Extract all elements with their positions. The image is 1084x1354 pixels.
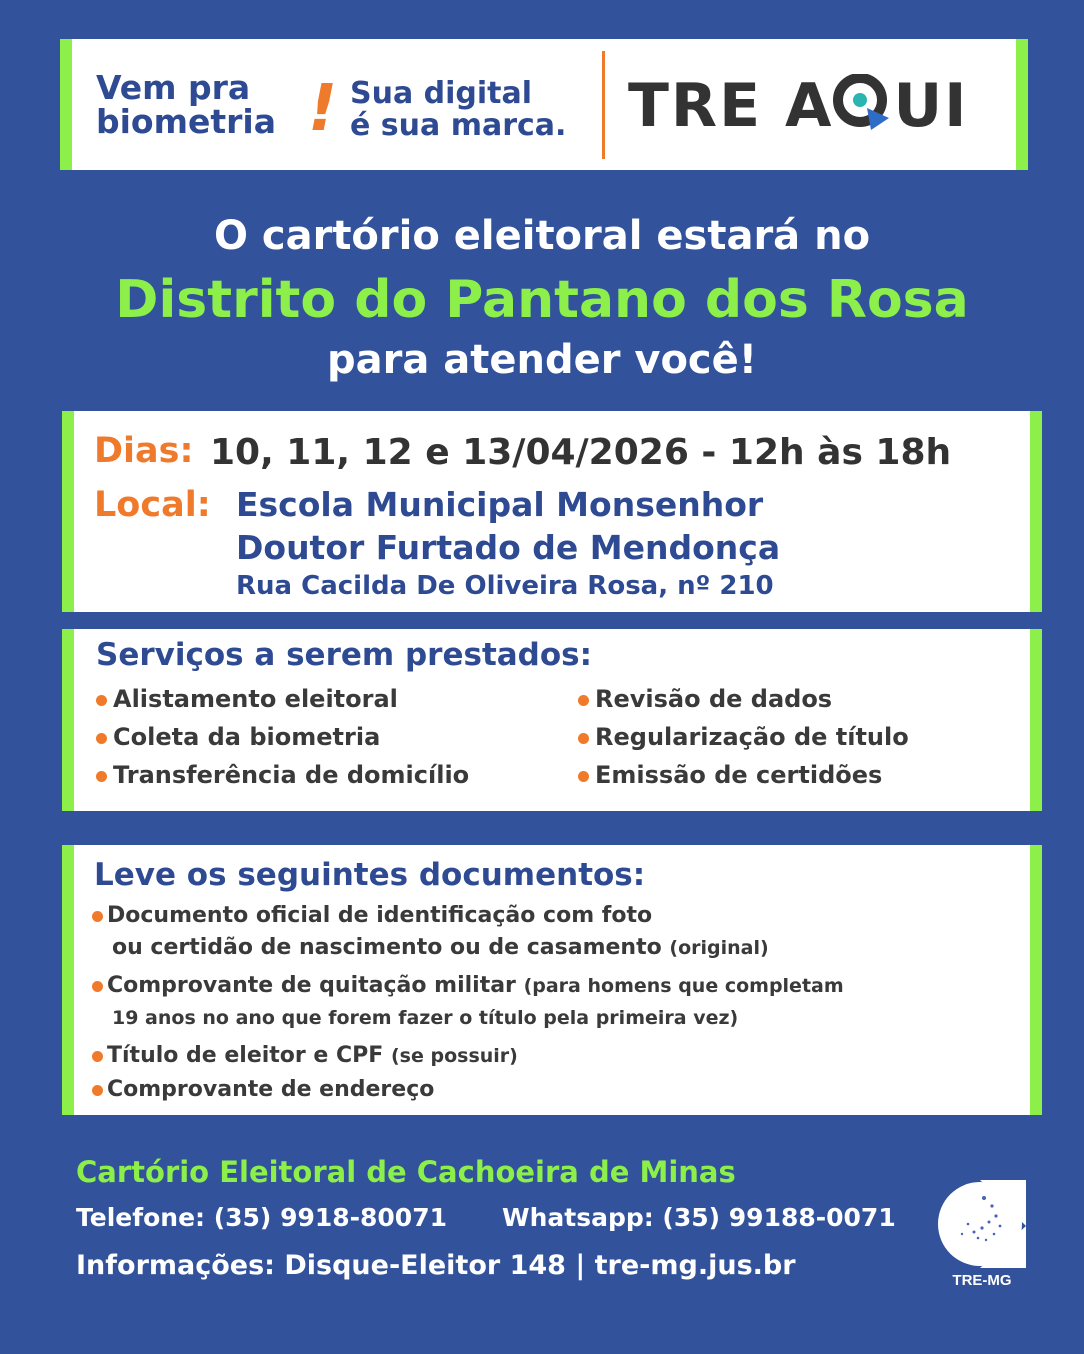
headline-location: Distrito do Pantano dos Rosa xyxy=(115,270,969,330)
document-item-continued: 19 anos no ano que forem fazer o título pela primeira vez) xyxy=(112,1007,739,1029)
phone-number: Telefone: (35) 9918-80071 xyxy=(76,1203,447,1232)
header-banner xyxy=(60,39,1028,170)
exclamation-mark: ! xyxy=(308,72,338,146)
service-item: Emissão de certidões xyxy=(578,759,882,791)
headline-line1: O cartório eleitoral estará no xyxy=(213,213,871,259)
documents-title: Leve os seguintes documentos: xyxy=(94,857,646,893)
bullet-dot-icon xyxy=(92,1051,103,1062)
document-item: Título de eleitor e CPF (se possuir) xyxy=(92,1041,518,1071)
service-item: Revisão de dados xyxy=(578,683,832,715)
header-divider xyxy=(602,51,605,159)
brand-logo xyxy=(628,71,969,141)
service-item: Alistamento eleitoral xyxy=(96,683,398,715)
bullet-dot-icon xyxy=(92,981,103,992)
service-item: Coleta da biometria xyxy=(96,721,380,753)
brand-text-part2: UI xyxy=(893,71,969,141)
info-card xyxy=(62,411,1042,612)
bullet-dot-icon xyxy=(96,771,107,782)
office-name: Cartório Eleitoral de Cachoeira de Minas xyxy=(76,1155,736,1189)
local-line2: Doutor Furtado de Mendonça xyxy=(236,528,781,567)
local-address: Rua Cacilda De Oliveira Rosa, nº 210 xyxy=(236,571,774,601)
brand-text-part1: TRE A xyxy=(628,71,834,141)
bullet-dot-icon xyxy=(96,695,107,706)
slogan-line1: Vem pra xyxy=(96,68,251,107)
bullet-dot-icon xyxy=(578,771,589,782)
services-card xyxy=(62,629,1042,811)
bullet-dot-icon xyxy=(92,911,103,922)
service-item: Transferência de domicílio xyxy=(96,759,469,791)
dias-value: 10, 11, 12 e 13/04/2026 - 12h às 18h xyxy=(210,432,952,473)
bullet-dot-icon xyxy=(578,695,589,706)
document-item-continued: ou certidão de nascimento ou de casamento (original) xyxy=(112,935,769,960)
documents-card xyxy=(62,845,1042,1115)
brand-q-icon xyxy=(833,74,893,126)
bullet-dot-icon xyxy=(92,1085,103,1096)
document-item: Documento oficial de identificação com foto xyxy=(92,901,652,931)
services-title: Serviços a serem prestados: xyxy=(96,637,593,673)
tre-mg-logo xyxy=(934,1176,1030,1292)
tagline-line2: é sua marca. xyxy=(350,108,567,143)
headline-line3: para atender você! xyxy=(326,337,758,383)
tagline-line1: Sua digital xyxy=(350,76,533,111)
info-contact: Informações: Disque-Eleitor 148 | tre-mg.jus.br xyxy=(76,1250,796,1281)
bullet-dot-icon xyxy=(578,733,589,744)
local-label: Local: xyxy=(94,485,211,525)
document-item: Comprovante de quitação militar (para homens que completam xyxy=(92,971,844,1001)
document-item: Comprovante de endereço xyxy=(92,1075,434,1105)
whatsapp-number: Whatsapp: (35) 99188-0071 xyxy=(502,1203,896,1232)
service-item: Regularização de título xyxy=(578,721,909,753)
local-line1: Escola Municipal Monsenhor xyxy=(236,485,764,524)
dias-label: Dias: xyxy=(94,431,194,471)
tre-mg-logo-text: TRE-MG xyxy=(952,1272,1012,1289)
tre-mg-emblem-icon xyxy=(934,1176,1030,1272)
slogan-line2: biometria xyxy=(96,102,277,141)
bullet-dot-icon xyxy=(96,733,107,744)
